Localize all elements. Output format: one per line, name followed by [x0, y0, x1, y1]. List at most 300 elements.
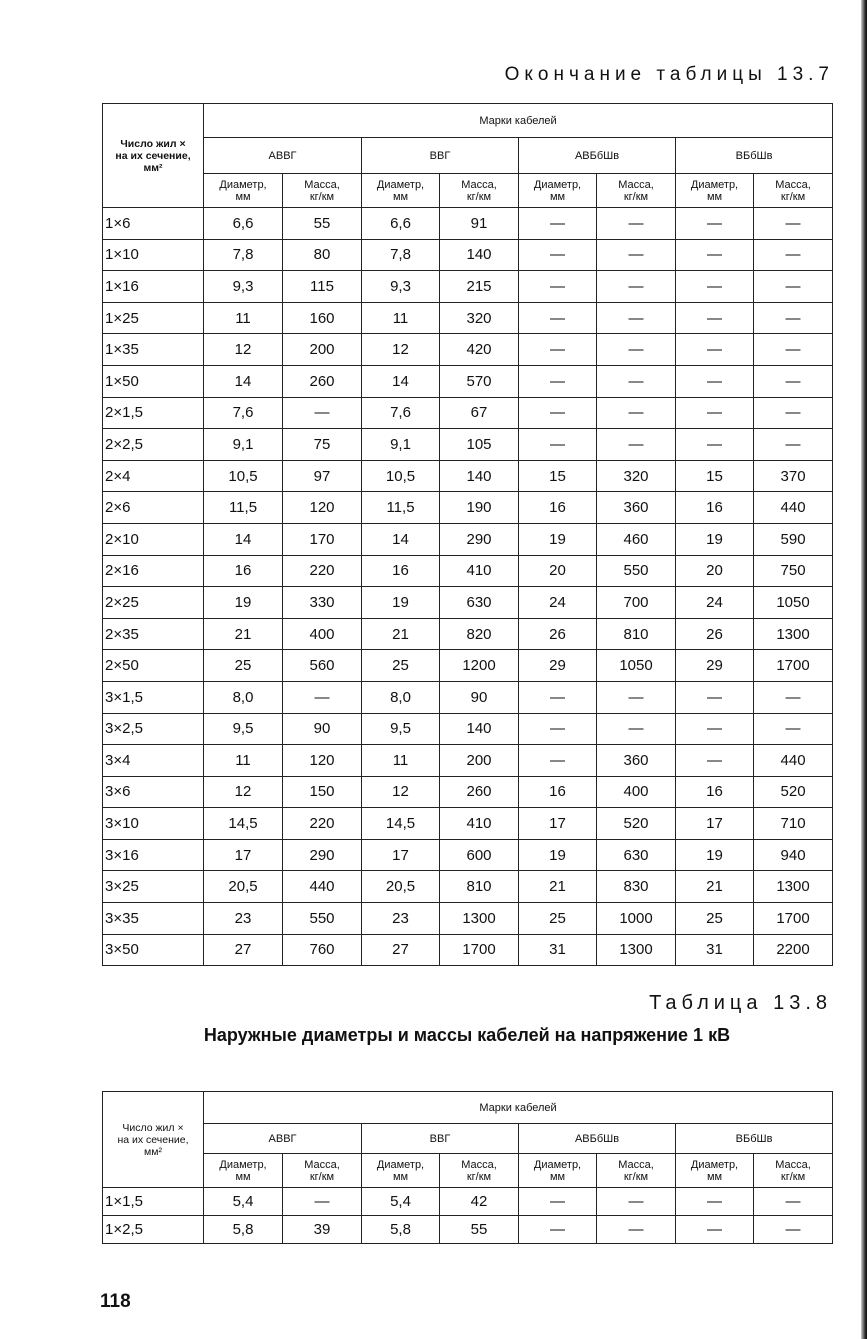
table-cell: 12: [204, 776, 283, 808]
table-cell: —: [754, 271, 833, 303]
table-cell: 570: [440, 365, 519, 397]
table-cell: —: [519, 365, 597, 397]
diameter-line-2: мм: [392, 1170, 409, 1183]
header-mass: [597, 174, 676, 208]
header-brand: ВБбШв: [676, 1124, 833, 1154]
table-cell: 1200: [440, 650, 519, 682]
cell-conductors: 1×10: [103, 239, 204, 271]
header-brand: ВБбШв: [676, 138, 833, 174]
diameter-line-1: Диаметр,: [376, 1158, 425, 1171]
diameter-line-1: Диаметр,: [533, 178, 582, 191]
table-cell: 20: [676, 555, 754, 587]
table-row: [103, 460, 833, 492]
mass-line-1: Масса,: [618, 178, 654, 191]
table-cell: —: [754, 397, 833, 429]
table-cell: —: [676, 365, 754, 397]
diameter-line-1: Диаметр,: [219, 178, 267, 191]
table-body: [103, 1188, 833, 1244]
table-cell: 105: [440, 429, 519, 461]
table-cell: 19: [362, 587, 440, 619]
table-cell: 15: [676, 460, 754, 492]
table-cell: 24: [519, 587, 597, 619]
header-corner: [103, 104, 204, 208]
table-cell: 9,3: [204, 271, 283, 303]
table-cell: 21: [519, 871, 597, 903]
table-cell: —: [754, 1188, 833, 1216]
table-cell: 200: [440, 745, 519, 777]
page-number: 118: [100, 1291, 131, 1312]
table-cell: 23: [204, 903, 283, 935]
table-cell: 370: [754, 460, 833, 492]
table-cell: 600: [440, 839, 519, 871]
cell-conductors: 3×16: [103, 839, 204, 871]
table-cell: 7,6: [204, 397, 283, 429]
table-cell: 120: [283, 492, 362, 524]
table-cell: 400: [283, 618, 362, 650]
table-row: [103, 776, 833, 808]
table-cell: 1700: [754, 903, 833, 935]
header-diameter: [362, 174, 440, 208]
cable-table-13-8: [102, 1091, 833, 1244]
table-cell: 26: [519, 618, 597, 650]
diameter-line-1: Диаметр,: [690, 1158, 739, 1171]
table-cell: 7,8: [362, 239, 440, 271]
table-cell: —: [676, 429, 754, 461]
cell-conductors: 3×50: [103, 934, 204, 966]
diameter-line-2: мм: [392, 190, 409, 203]
table-row: [103, 1216, 833, 1244]
table-cell: —: [283, 397, 362, 429]
table-cell: 20,5: [362, 871, 440, 903]
header-diameter: [676, 1154, 754, 1188]
cell-conductors: 3×1,5: [103, 681, 204, 713]
diameter-line-1: Диаметр,: [376, 178, 425, 191]
table-cell: —: [597, 302, 676, 334]
table-cell: 19: [204, 587, 283, 619]
corner-line-3: мм²: [143, 161, 163, 174]
table-cell: 940: [754, 839, 833, 871]
table-cell: 5,4: [362, 1188, 440, 1216]
table-cell: —: [754, 429, 833, 461]
table-cell: 21: [676, 871, 754, 903]
table-cell: 8,0: [204, 681, 283, 713]
table-row: [103, 1188, 833, 1216]
table-cell: 710: [754, 808, 833, 840]
table-cell: 6,6: [204, 208, 283, 240]
cell-conductors: 1×25: [103, 302, 204, 334]
table-cell: 20,5: [204, 871, 283, 903]
table-row: [103, 745, 833, 777]
mass-line-2: кг/км: [780, 190, 806, 203]
table-cell: —: [676, 397, 754, 429]
table-cell: 260: [283, 365, 362, 397]
table-cell: 11: [362, 745, 440, 777]
diameter-line-2: мм: [706, 190, 723, 203]
table-number-label: Таблица 13.8: [649, 992, 832, 1014]
table-cell: 17: [204, 839, 283, 871]
table-cell: 215: [440, 271, 519, 303]
header-diameter: [519, 1154, 597, 1188]
table-row: [103, 397, 833, 429]
table-row: [103, 429, 833, 461]
table-cell: 1300: [754, 871, 833, 903]
diameter-line-1: Диаметр,: [533, 1158, 582, 1171]
table-cell: —: [597, 365, 676, 397]
table-cell: 29: [519, 650, 597, 682]
mass-line-1: Масса,: [304, 178, 340, 191]
table-row: [103, 523, 833, 555]
table-cell: 23: [362, 903, 440, 935]
header-brand: АВВГ: [204, 1124, 362, 1154]
mass-line-2: кг/км: [466, 190, 492, 203]
mass-line-2: кг/км: [309, 190, 335, 203]
table-cell: —: [754, 334, 833, 366]
table-row: [103, 808, 833, 840]
mass-line-1: Масса,: [461, 178, 497, 191]
header-cable-brands: Марки кабелей: [204, 1092, 833, 1124]
table-cell: —: [754, 208, 833, 240]
table-cell: —: [676, 1216, 754, 1244]
table-cell: 550: [283, 903, 362, 935]
table-cell: —: [519, 1188, 597, 1216]
table-cell: 27: [362, 934, 440, 966]
table-cell: 19: [676, 523, 754, 555]
diameter-line-2: мм: [549, 190, 566, 203]
table-cell: —: [597, 397, 676, 429]
table-cell: 11: [204, 745, 283, 777]
table-cell: —: [676, 1188, 754, 1216]
header-brand: АВБбШв: [519, 138, 676, 174]
header-mass: [283, 1154, 362, 1188]
table-row: [103, 650, 833, 682]
table-cell: 90: [440, 681, 519, 713]
table-cell: 410: [440, 555, 519, 587]
diameter-line-2: мм: [706, 1170, 723, 1183]
table-cell: —: [519, 429, 597, 461]
cell-conductors: 2×16: [103, 555, 204, 587]
table-cell: 91: [440, 208, 519, 240]
table-cell: 29: [676, 650, 754, 682]
diameter-line-2: мм: [235, 190, 251, 203]
table-cell: 11: [204, 302, 283, 334]
table-cell: 460: [597, 523, 676, 555]
table-cell: 55: [440, 1216, 519, 1244]
table-cell: 1300: [754, 618, 833, 650]
table-cell: 9,1: [204, 429, 283, 461]
corner-line-1: Число жил ×: [120, 137, 186, 150]
table-cell: 8,0: [362, 681, 440, 713]
table-cell: 140: [440, 713, 519, 745]
table-cell: 700: [597, 587, 676, 619]
table-cell: —: [519, 208, 597, 240]
table-row: [103, 555, 833, 587]
table-row: [103, 365, 833, 397]
table-row: [103, 681, 833, 713]
table-cell: 290: [283, 839, 362, 871]
table-row: [103, 903, 833, 935]
table-cell: —: [283, 1188, 362, 1216]
header-brand: АВБбШв: [519, 1124, 676, 1154]
table-cell: 31: [676, 934, 754, 966]
table-cell: 320: [440, 302, 519, 334]
table-cell: 11: [362, 302, 440, 334]
diameter-line-1: Диаметр,: [690, 178, 739, 191]
diameter-line-2: мм: [235, 1170, 251, 1183]
table-row: [103, 713, 833, 745]
mass-line-2: кг/км: [780, 1170, 806, 1183]
table-cell: 9,5: [362, 713, 440, 745]
table-cell: 360: [597, 745, 676, 777]
mass-line-1: Масса,: [775, 1158, 811, 1171]
table-cell: 550: [597, 555, 676, 587]
table-cell: 260: [440, 776, 519, 808]
table-cell: 67: [440, 397, 519, 429]
table-cell: —: [676, 271, 754, 303]
header-mass: [597, 1154, 676, 1188]
corner-line-3: мм²: [144, 1145, 162, 1158]
cell-conductors: 2×10: [103, 523, 204, 555]
table-cell: 1700: [440, 934, 519, 966]
table-cell: —: [754, 713, 833, 745]
cell-conductors: 2×50: [103, 650, 204, 682]
mass-line-2: кг/км: [623, 190, 649, 203]
table-cell: 80: [283, 239, 362, 271]
table-cell: —: [519, 713, 597, 745]
table-cell: 1050: [597, 650, 676, 682]
table-cell: 9,3: [362, 271, 440, 303]
table-cell: 5,4: [204, 1188, 283, 1216]
table-row: [103, 302, 833, 334]
table-cell: —: [519, 681, 597, 713]
cell-conductors: 2×6: [103, 492, 204, 524]
cell-conductors: 3×2,5: [103, 713, 204, 745]
table-cell: 520: [597, 808, 676, 840]
table-cell: —: [519, 239, 597, 271]
table-cell: 320: [597, 460, 676, 492]
page-binding-edge: [861, 0, 867, 1339]
corner-line-2: на их сечение,: [115, 149, 191, 162]
table-cell: —: [597, 208, 676, 240]
cell-conductors: 2×35: [103, 618, 204, 650]
table-cell: 55: [283, 208, 362, 240]
table-cell: 5,8: [362, 1216, 440, 1244]
table-cell: —: [519, 271, 597, 303]
table-cell: 200: [283, 334, 362, 366]
header-cable-brands: Марки кабелей: [204, 104, 833, 138]
table-row: [103, 618, 833, 650]
cell-conductors: 1×6: [103, 208, 204, 240]
table-cell: 42: [440, 1188, 519, 1216]
table-cell: —: [597, 271, 676, 303]
table-cell: 17: [519, 808, 597, 840]
cell-conductors: 1×2,5: [103, 1216, 204, 1244]
table-cell: —: [597, 1216, 676, 1244]
cell-conductors: 3×35: [103, 903, 204, 935]
table-cell: 25: [204, 650, 283, 682]
table-cell: 14: [204, 365, 283, 397]
table-cell: 25: [676, 903, 754, 935]
table-cell: —: [597, 1188, 676, 1216]
table-cell: 11,5: [362, 492, 440, 524]
table-cell: —: [597, 713, 676, 745]
table-cell: 14,5: [362, 808, 440, 840]
table-cell: 2200: [754, 934, 833, 966]
cell-conductors: 1×1,5: [103, 1188, 204, 1216]
table-cell: —: [754, 1216, 833, 1244]
header-mass: [440, 1154, 519, 1188]
table-cell: 290: [440, 523, 519, 555]
diameter-line-2: мм: [549, 1170, 566, 1183]
table-cell: —: [676, 681, 754, 713]
table-cell: 21: [204, 618, 283, 650]
header-mass: [754, 174, 833, 208]
header-mass: [283, 174, 362, 208]
table-cell: 420: [440, 334, 519, 366]
table-cell: 16: [519, 492, 597, 524]
table-cell: 7,8: [204, 239, 283, 271]
header-mass: [440, 174, 519, 208]
table-cell: 19: [519, 839, 597, 871]
table-body: [103, 208, 833, 966]
table-cell: —: [754, 681, 833, 713]
cell-conductors: 3×10: [103, 808, 204, 840]
table-cell: —: [754, 365, 833, 397]
table-cell: 14: [362, 365, 440, 397]
table-cell: 330: [283, 587, 362, 619]
table-cell: —: [597, 681, 676, 713]
table-cell: 810: [597, 618, 676, 650]
table-cell: 220: [283, 555, 362, 587]
cell-conductors: 2×25: [103, 587, 204, 619]
table-cell: 75: [283, 429, 362, 461]
table-cell: 31: [519, 934, 597, 966]
table-cell: 7,6: [362, 397, 440, 429]
table-cell: —: [676, 239, 754, 271]
table-cell: 16: [676, 776, 754, 808]
mass-line-1: Масса,: [775, 178, 811, 191]
table-cell: 140: [440, 460, 519, 492]
table-cell: 760: [283, 934, 362, 966]
table-cell: —: [676, 302, 754, 334]
table-row: [103, 208, 833, 240]
table-cell: 90: [283, 713, 362, 745]
header-diameter: [204, 174, 283, 208]
table-cell: 27: [204, 934, 283, 966]
table-cell: 810: [440, 871, 519, 903]
cell-conductors: 3×4: [103, 745, 204, 777]
cell-conductors: 2×4: [103, 460, 204, 492]
table-cell: 9,5: [204, 713, 283, 745]
header-diameter: [204, 1154, 283, 1188]
cable-table-13-7: [102, 103, 833, 966]
table-cell: 220: [283, 808, 362, 840]
table-cell: 1300: [440, 903, 519, 935]
table-cell: —: [597, 239, 676, 271]
table-cell: 440: [283, 871, 362, 903]
table-cell: 170: [283, 523, 362, 555]
cell-conductors: 2×2,5: [103, 429, 204, 461]
mass-line-2: кг/км: [309, 1170, 335, 1183]
table-cell: 120: [283, 745, 362, 777]
table-cell: 400: [597, 776, 676, 808]
header-diameter: [519, 174, 597, 208]
table-cell: —: [676, 745, 754, 777]
table-cell: 9,1: [362, 429, 440, 461]
table-cell: 17: [362, 839, 440, 871]
table-cell: 11,5: [204, 492, 283, 524]
table-cell: 16: [676, 492, 754, 524]
cell-conductors: 2×1,5: [103, 397, 204, 429]
table-cell: 360: [597, 492, 676, 524]
table-row: [103, 334, 833, 366]
table-cell: —: [597, 429, 676, 461]
table-cell: 39: [283, 1216, 362, 1244]
table-cell: 190: [440, 492, 519, 524]
table-cell: 20: [519, 555, 597, 587]
table-cell: —: [676, 713, 754, 745]
table-cell: —: [676, 208, 754, 240]
mass-line-2: кг/км: [623, 1170, 649, 1183]
table-cell: 440: [754, 745, 833, 777]
table-cell: 830: [597, 871, 676, 903]
table-cell: 16: [204, 555, 283, 587]
table-cell: 630: [440, 587, 519, 619]
table-cell: 150: [283, 776, 362, 808]
table-cell: 26: [676, 618, 754, 650]
table-row: [103, 271, 833, 303]
table-cell: 12: [362, 334, 440, 366]
header-brand: ВВГ: [362, 1124, 519, 1154]
mass-line-1: Масса,: [618, 1158, 654, 1171]
cell-conductors: 1×16: [103, 271, 204, 303]
cell-conductors: 1×35: [103, 334, 204, 366]
table-cell: 14: [362, 523, 440, 555]
table-cell: 19: [519, 523, 597, 555]
table-cell: 14,5: [204, 808, 283, 840]
table-row: [103, 871, 833, 903]
table-cell: 560: [283, 650, 362, 682]
table-cell: —: [754, 302, 833, 334]
table-cell: 16: [519, 776, 597, 808]
diameter-line-1: Диаметр,: [219, 1158, 267, 1171]
table-cell: —: [519, 334, 597, 366]
table-cell: 17: [676, 808, 754, 840]
table-cell: 630: [597, 839, 676, 871]
table-cell: —: [519, 397, 597, 429]
table-cell: —: [519, 1216, 597, 1244]
header-brand: ВВГ: [362, 138, 519, 174]
table-cell: 140: [440, 239, 519, 271]
table-cell: 24: [676, 587, 754, 619]
cell-conductors: 3×6: [103, 776, 204, 808]
table-cell: 12: [362, 776, 440, 808]
table-cell: 115: [283, 271, 362, 303]
table-cell: 820: [440, 618, 519, 650]
header-diameter: [362, 1154, 440, 1188]
table-cell: 1300: [597, 934, 676, 966]
table-cell: 14: [204, 523, 283, 555]
table-cell: 440: [754, 492, 833, 524]
table-row: [103, 839, 833, 871]
mass-line-1: Масса,: [304, 1158, 340, 1171]
table-cell: —: [754, 239, 833, 271]
corner-line-2: на их сечение,: [117, 1133, 189, 1146]
cell-conductors: 3×25: [103, 871, 204, 903]
header-brand: АВВГ: [204, 138, 362, 174]
mass-line-1: Масса,: [461, 1158, 497, 1171]
table-cell: 410: [440, 808, 519, 840]
table-cell: 6,6: [362, 208, 440, 240]
